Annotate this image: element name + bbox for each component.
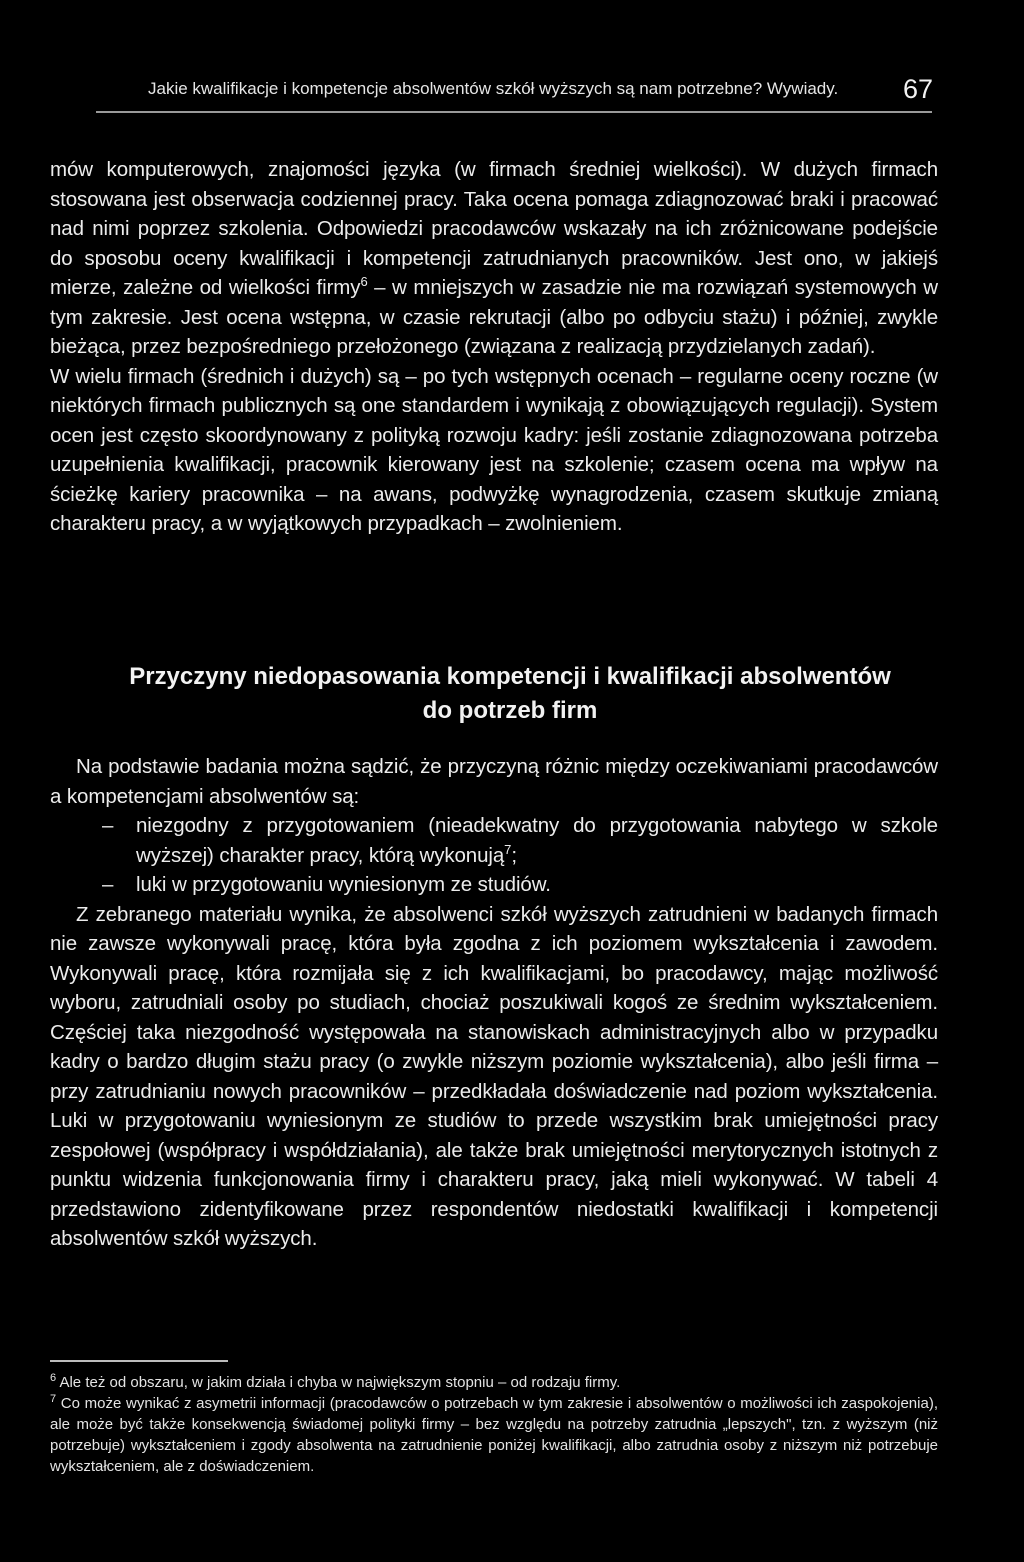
footnote-6	[50, 1372, 938, 1393]
body-text-bottom	[50, 752, 938, 1254]
running-header	[148, 74, 933, 104]
body-text-top	[50, 155, 938, 539]
section-heading-line-1: Przyczyny niedopasowania kompetencji i kwalifikacji absolwentów	[129, 663, 891, 690]
footnote-rule	[50, 1360, 228, 1362]
list-item	[50, 870, 938, 900]
footnotes	[50, 1372, 938, 1477]
page-number: 67	[902, 74, 933, 104]
header-rule	[96, 111, 932, 113]
footnote-ref-6: 6	[360, 274, 368, 290]
list-item-text: ;	[511, 843, 517, 867]
paragraph-text: mów komputerowych, znajomości języka (w firmach średniej wielkości). W dużych firmach stosowana jest obserwacja codziennej pracy. Taka ocena pomaga zdiagnozować braki i pracować nad nimi poprzez szkolenia. Odpowiedzi pracodawców wskazały na ich zróżnicowane podejście do sposobu oceny kwalifikacji i kompetencji zatrudnianych pracowników. Jest ono, w jakiejś mierze, zależne od wielkości firmy	[50, 158, 938, 299]
section-heading	[80, 660, 940, 728]
paragraph-annual-reviews: W wielu firmach (średnich i dużych) są – po tych wstępnych ocenach – regularne oceny roczne (w niektórych firmach publicznych są one standardem i wynikają z obowiązujących regulacji). System ocen jest często skoordynowany z polityką rozwoju kadry: jeśli zostanie zdiagnozowana potrzeba uzupełnienia kwalifikacji, pracownik kierowany jest na szkolenie; czasem ocena ma wpływ na ścieżkę kariery pracownika – na awans, podwyżkę wynagrodzenia, czasem skutkuje zmianą charakteru pracy, a w wyjątkowych przypadkach – zwolnieniem.	[50, 364, 938, 535]
section-heading-line-2: do potrzeb firm	[422, 697, 598, 724]
paragraph-findings: Z zebranego materiału wynika, że absolwenci szkół wyższych zatrudnieni w badanych firmach nie zawsze wykonywali pracę, która była zgodna z ich poziomem wykształcenia i zawodem. Wykonywali pracę, która rozmijała się z ich kwalifikacjami, bo pracodawcy, mając możliwość wyboru, zatrudniali osoby po studiach, chociaż poszukiwali kogoś ze średnim wykształceniem. Częściej taka niezgodność występowała na stanowiskach administracyjnych albo w przypadku kadry o bardzo długim stażu pracy (o zwykle niższym poziomie wykształcenia), albo jeśli firma – przy zatrudnianiu nowych pracowników – przedkładała doświadczenie nad poziom wykształcenia. Luki w przygotowaniu wyniesionym ze studiów to przede wszystkim brak umiejętności pracy zespołowej (współpracy i współdziałania), ale także brak umiejętności merytorycznych istotnych z punktu widzenia funkcjonowania firmy i charakteru pracy, jaką mieli wykonywać. W tabeli 4 przedstawiono zidentyfikowane przez respondentów niedostatki kwalifikacji i kompetencji absolwentów szkół wyższych.	[50, 902, 938, 1250]
list-item-text: luki w przygotowaniu wyniesionym ze studiów.	[136, 873, 551, 896]
reasons-list	[50, 811, 938, 900]
list-item-text: niezgodny z przygotowaniem (nieadekwatny do przygotowania nabytego w szkole wyższej) charakter pracy, którą wykonują	[136, 814, 938, 867]
list-item	[50, 811, 938, 870]
paragraph-intro: Na podstawie badania można sądzić, że przyczyną różnic między oczekiwaniami pracodawców a kompetencjami absolwentów są:	[50, 755, 938, 808]
footnote-text: Ale też od obszaru, w jakim działa i chyba w największym stopniu – od rodzaju firmy.	[59, 1374, 621, 1391]
footnote-ref-7: 7	[504, 841, 512, 857]
footnote-7	[50, 1393, 938, 1477]
paragraph-assessment	[50, 155, 938, 362]
dash-marker: –	[102, 873, 114, 896]
footnote-text: Co może wynikać z asymetrii informacji (pracodawców o potrzebach w tym zakresie i absolwentów o możliwości ich zaspokojenia), ale może być także konsekwencją świadomej polityki firmy – bez względu na potrzeby zatrudnia „lepszych", tzn. z wyższym (niż potrzebuje) wykształceniem i zgody absolwenta na zatrudnienie poniżej kwalifikacji, albo zatrudnia osoby z niższym niż potrzebuje wykształceniem, ale z doświadczeniem.	[50, 1395, 938, 1475]
footnote-number: 6	[50, 1372, 57, 1384]
footnote-number: 7	[50, 1393, 57, 1405]
paragraph-text: – w mniejszych w zasadzie nie ma rozwiązań systemowych w tym zakresie. Jest ocena wstępna, w czasie rekrutacji (albo po odbyciu stażu) i później, zwykle bieżąca, przez bezpośredniego przełożonego (związana z realizacją przydzielanych zadań).	[50, 276, 938, 358]
running-title: Jakie kwalifikacje i kompetencje absolwentów szkół wyższych są nam potrzebne? Wywiady.	[148, 79, 839, 98]
dash-marker: –	[102, 814, 114, 837]
